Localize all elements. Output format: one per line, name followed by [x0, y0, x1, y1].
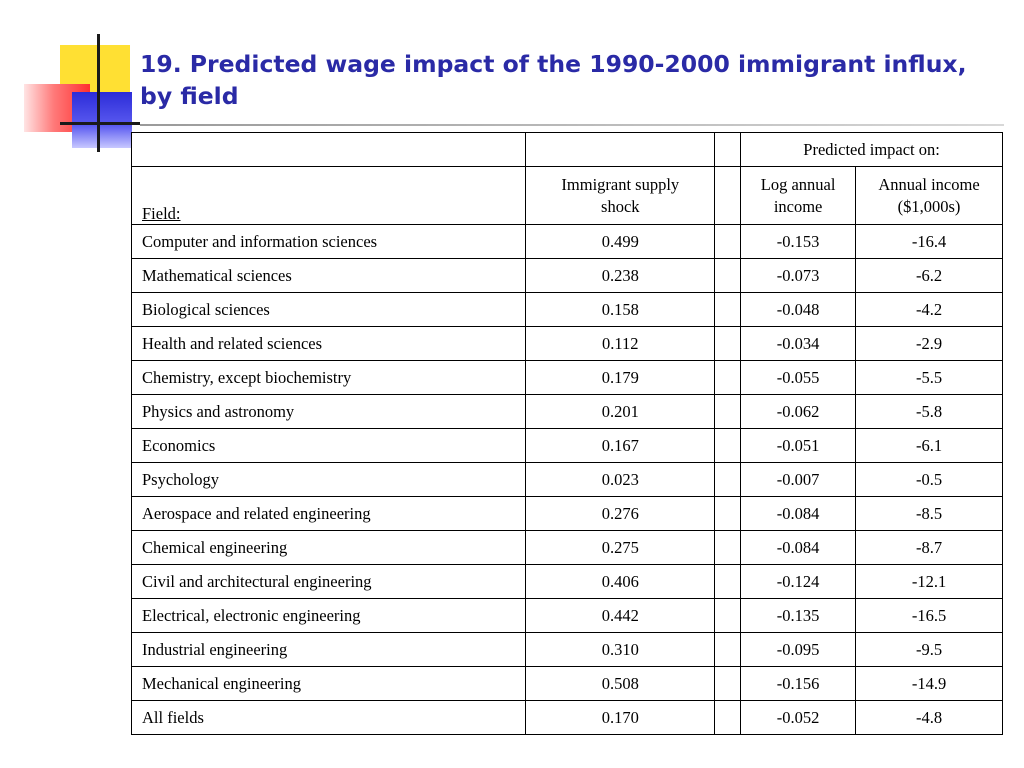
log-income-cell: -0.135	[741, 599, 856, 633]
supply-shock-cell: 0.179	[526, 361, 715, 395]
supply-shock-cell: 0.275	[526, 531, 715, 565]
annual-income-cell: -9.5	[856, 633, 1003, 667]
table-row	[132, 429, 1003, 463]
table-row	[132, 327, 1003, 361]
column-header-supply-shock	[526, 167, 715, 225]
log-income-cell: -0.007	[741, 463, 856, 497]
annual-income-cell: -16.5	[856, 599, 1003, 633]
field-name-cell: Psychology	[132, 463, 526, 497]
column-header-annual-income	[856, 167, 1003, 225]
annual-income-cell: -8.5	[856, 497, 1003, 531]
spacer-cell	[715, 531, 741, 565]
field-name-cell: All fields	[132, 701, 526, 735]
annual-income-header-line2: ($1,000s)	[897, 196, 961, 216]
log-income-cell: -0.084	[741, 531, 856, 565]
log-income-cell: -0.073	[741, 259, 856, 293]
annual-income-cell: -6.1	[856, 429, 1003, 463]
table-row	[132, 293, 1003, 327]
annual-income-cell: -14.9	[856, 667, 1003, 701]
column-header-field	[132, 167, 526, 225]
supply-shock-cell: 0.499	[526, 225, 715, 259]
annual-income-header-line1: Annual income	[878, 174, 980, 194]
header-row-group	[132, 133, 1003, 167]
annual-income-cell: -8.7	[856, 531, 1003, 565]
supply-shock-cell: 0.238	[526, 259, 715, 293]
annual-income-cell: -4.2	[856, 293, 1003, 327]
table-row	[132, 225, 1003, 259]
annual-income-cell: -2.9	[856, 327, 1003, 361]
field-name-cell: Physics and astronomy	[132, 395, 526, 429]
log-income-cell: -0.084	[741, 497, 856, 531]
header-empty-cell	[715, 133, 741, 167]
field-name-cell: Mathematical sciences	[132, 259, 526, 293]
field-name-cell: Computer and information sciences	[132, 225, 526, 259]
supply-shock-cell: 0.508	[526, 667, 715, 701]
table-row	[132, 395, 1003, 429]
log-income-header-line1: Log annual	[760, 174, 836, 194]
annual-income-cell: -6.2	[856, 259, 1003, 293]
supply-shock-cell: 0.442	[526, 599, 715, 633]
spacer-cell	[715, 395, 741, 429]
annual-income-cell: -16.4	[856, 225, 1003, 259]
wage-impact-table	[131, 132, 1003, 735]
field-header-label: Field:	[142, 204, 181, 223]
supply-shock-cell: 0.201	[526, 395, 715, 429]
spacer-cell	[715, 565, 741, 599]
spacer-cell	[715, 701, 741, 735]
decorative-vertical-line	[97, 34, 100, 152]
supply-shock-header-line2: shock	[601, 196, 640, 216]
column-header-log-income	[741, 167, 856, 225]
supply-shock-cell: 0.310	[526, 633, 715, 667]
field-name-cell: Aerospace and related engineering	[132, 497, 526, 531]
group-header-predicted-impact: Predicted impact on:	[741, 133, 1003, 167]
field-name-cell: Mechanical engineering	[132, 667, 526, 701]
supply-shock-cell: 0.167	[526, 429, 715, 463]
table-row	[132, 259, 1003, 293]
annual-income-cell: -4.8	[856, 701, 1003, 735]
field-name-cell: Chemical engineering	[132, 531, 526, 565]
table-row	[132, 463, 1003, 497]
spacer-cell	[715, 293, 741, 327]
supply-shock-cell: 0.170	[526, 701, 715, 735]
log-income-cell: -0.124	[741, 565, 856, 599]
log-income-cell: -0.062	[741, 395, 856, 429]
field-name-cell: Industrial engineering	[132, 633, 526, 667]
spacer-cell	[715, 463, 741, 497]
field-name-cell: Chemistry, except biochemistry	[132, 361, 526, 395]
table-row	[132, 531, 1003, 565]
log-income-cell: -0.095	[741, 633, 856, 667]
supply-shock-cell: 0.112	[526, 327, 715, 361]
header-spacer-cell	[715, 167, 741, 225]
log-income-header-line2: income	[773, 196, 823, 216]
field-name-cell: Civil and architectural engineering	[132, 565, 526, 599]
supply-shock-header-line1: Immigrant supply	[561, 174, 680, 194]
spacer-cell	[715, 327, 741, 361]
spacer-cell	[715, 667, 741, 701]
log-income-cell: -0.156	[741, 667, 856, 701]
spacer-cell	[715, 361, 741, 395]
supply-shock-cell: 0.023	[526, 463, 715, 497]
field-name-cell: Biological sciences	[132, 293, 526, 327]
header-row-columns	[132, 167, 1003, 225]
annual-income-cell: -5.8	[856, 395, 1003, 429]
annual-income-cell: -5.5	[856, 361, 1003, 395]
log-income-cell: -0.051	[741, 429, 856, 463]
log-income-cell: -0.055	[741, 361, 856, 395]
field-name-cell: Economics	[132, 429, 526, 463]
field-name-cell: Electrical, electronic engineering	[132, 599, 526, 633]
supply-shock-cell: 0.276	[526, 497, 715, 531]
decorative-blue-square	[72, 92, 132, 148]
spacer-cell	[715, 599, 741, 633]
spacer-cell	[715, 259, 741, 293]
spacer-cell	[715, 429, 741, 463]
supply-shock-cell: 0.406	[526, 565, 715, 599]
header-empty-cell	[132, 133, 526, 167]
table-row	[132, 361, 1003, 395]
log-income-cell: -0.034	[741, 327, 856, 361]
table-row	[132, 497, 1003, 531]
spacer-cell	[715, 633, 741, 667]
annual-income-cell: -0.5	[856, 463, 1003, 497]
table-row	[132, 667, 1003, 701]
spacer-cell	[715, 225, 741, 259]
table-row	[132, 633, 1003, 667]
field-name-cell: Health and related sciences	[132, 327, 526, 361]
log-income-cell: -0.048	[741, 293, 856, 327]
log-income-cell: -0.153	[741, 225, 856, 259]
annual-income-cell: -12.1	[856, 565, 1003, 599]
spacer-cell	[715, 497, 741, 531]
slide-title: 19. Predicted wage impact of the 1990-2000 immigrant influx, by field	[140, 50, 967, 110]
log-income-cell: -0.052	[741, 701, 856, 735]
table-row	[132, 565, 1003, 599]
supply-shock-cell: 0.158	[526, 293, 715, 327]
title-underline-rule	[140, 124, 1004, 126]
decorative-horizontal-line	[60, 122, 140, 125]
header-empty-cell	[526, 133, 715, 167]
table-row	[132, 599, 1003, 633]
table-row	[132, 701, 1003, 735]
